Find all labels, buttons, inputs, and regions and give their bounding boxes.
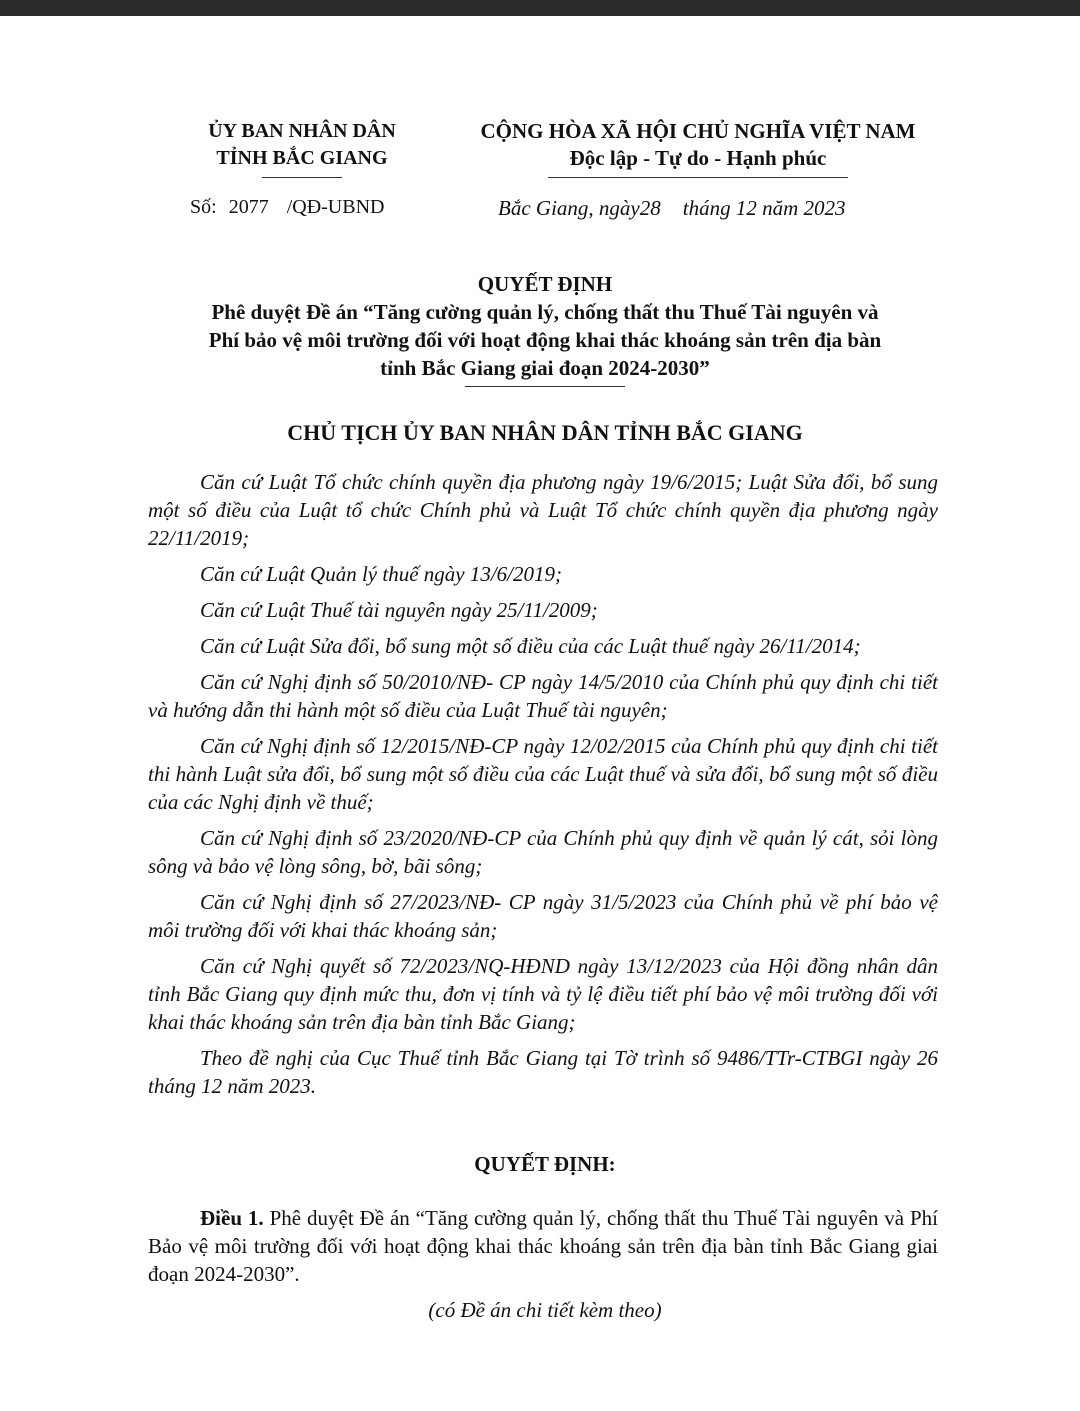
doc-number-label: Số: (190, 196, 217, 218)
issuing-authority (172, 118, 432, 178)
attachment-note: (có Đề án chi tiết kèm theo) (428, 1298, 662, 1322)
country-name: CỘNG HÒA XÃ HỘI CHỦ NGHĨA VIỆT NAM (480, 119, 916, 143)
legal-basis-item: Căn cứ Nghị định số 23/2020/NĐ-CP của Chính phủ quy định về quản lý cát, sỏi lòng sông và bảo vệ lòng sông, bờ, bãi sông; (148, 826, 938, 878)
authority-line1: ỦY BAN NHÂN DÂN (208, 120, 396, 142)
legal-basis-item: Căn cứ Nghị quyết số 72/2023/NQ-HĐND ngày 13/12/2023 của Hội đồng nhân dân tỉnh Bắc Giang quy định mức thu, đơn vị tính và tỷ lệ điều tiết phí bảo vệ môi trường đối với khai thác khoáng sản trên địa bàn tỉnh Bắc Giang; (148, 954, 938, 1034)
subject-line3: tỉnh Bắc Giang giai đoạn 2024-2030” (380, 356, 710, 380)
motto-underline (548, 177, 848, 178)
legal-basis-item: Căn cứ Luật Quản lý thuế ngày 13/6/2019; (200, 562, 563, 586)
legal-basis-item: Căn cứ Luật Tổ chức chính quyền địa phương ngày 19/6/2015; Luật Sửa đổi, bổ sung một số điều của Luật tổ chức Chính phủ và Luật Tổ chức chính quyền địa phương ngày 22/11/2019; (148, 470, 938, 550)
decision-heading: QUYẾT ĐỊNH: (474, 1152, 616, 1176)
month-year: tháng 12 năm 2023 (682, 196, 846, 220)
subject-underline (465, 386, 625, 387)
decision-title: QUYẾT ĐỊNH (477, 272, 613, 296)
top-bar (0, 0, 1080, 16)
doc-number-value: 2077 (228, 196, 269, 218)
article-1 (148, 1204, 938, 1288)
legal-bases (148, 468, 938, 1108)
decision-subject (100, 298, 990, 387)
national-motto (448, 118, 948, 178)
document-number (190, 196, 384, 219)
place-day: Bắc Giang, ngày28 (498, 196, 661, 220)
legal-basis-item: Căn cứ Luật Thuế tài nguyên ngày 25/11/2009; (200, 598, 598, 622)
place-and-date (498, 196, 845, 221)
authority-underline (262, 177, 342, 178)
legal-basis-item: Căn cứ Nghị định số 27/2023/NĐ- CP ngày 31/5/2023 của Chính phủ về phí bảo vệ môi trường đối với khai thác khoáng sản; (148, 890, 938, 942)
subject-line2: Phí bảo vệ môi trường đối với hoạt động khai thác khoáng sản trên địa bàn (208, 328, 882, 352)
legal-basis-item: Căn cứ Nghị định số 50/2010/NĐ- CP ngày 14/5/2010 của Chính phủ quy định chi tiết và hướng dẫn thi hành một số điều của Luật Thuế tài nguyên; (148, 670, 938, 722)
legal-basis-item: Căn cứ Nghị định số 12/2015/NĐ-CP ngày 12/02/2015 của Chính phủ quy định chi tiết thi hành Luật sửa đổi, bổ sung một số điều của các Luật thuế và sửa đổi, bổ sung một số điều của các Nghị định về thuế; (148, 734, 938, 814)
article-1-label: Điều 1. (200, 1206, 264, 1230)
legal-basis-item: Theo đề nghị của Cục Thuế tỉnh Bắc Giang tại Tờ trình số 9486/TTr-CTBGI ngày 26 tháng 12 năm 2023. (148, 1046, 938, 1098)
authority-line2: TỈNH BẮC GIANG (216, 147, 388, 169)
motto: Độc lập - Tự do - Hạnh phúc (569, 146, 827, 170)
chairman-title: CHỦ TỊCH ỦY BAN NHÂN DÂN TỈNH BẮC GIANG (287, 420, 803, 445)
doc-number-suffix: /QĐ-UBND (286, 196, 385, 218)
article-1-text: Phê duyệt Đề án “Tăng cường quản lý, chống thất thu Thuế Tài nguyên và Phí Bảo vệ môi trường đối với hoạt động khai thác khoáng sản trên địa bàn tỉnh Bắc Giang giai đoạn 2024-2030”. (148, 1206, 939, 1286)
subject-line1: Phê duyệt Đề án “Tăng cường quản lý, chống thất thu Thuế Tài nguyên và (211, 300, 879, 324)
legal-basis-item: Căn cứ Luật Sửa đổi, bổ sung một số điều của các Luật thuế ngày 26/11/2014; (200, 634, 861, 658)
